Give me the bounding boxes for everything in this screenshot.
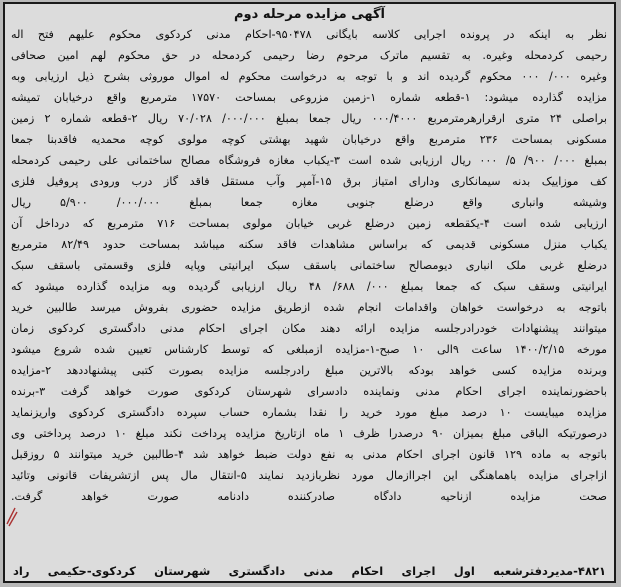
notice-line: ایرانیتی وسقف سبک که جمعا بمبلغ ۰۰۰/ ۶۸۸/ ۴۸ ریال ارزیابی گردیده وبه مزایده گذارده میشود که: [11, 280, 607, 293]
notice-line: وغیره ۰۰۰/ ۰۰۰ محکوم گردیده اند و با توجه به درخواست محکوم له اموال موروثی بشرح ذیل ارزیابی وبه: [11, 70, 607, 83]
notice-body: [5, 24, 614, 507]
notice-line: درضلع غربی ملک انباری دیومصالح ساختمانی باسقف سبک ایرانیتی وپایه فلزی وقسمتی باسقف سبک: [11, 259, 607, 272]
notice-line: صحت مزایده ازناحیه دادگاه صادرکننده دادنامه صورت خواهد گرفت.: [11, 490, 607, 503]
notice-line: بمبلغ ۰۰۰/ ۹۰۰/ ۵/ ۰۰۰ ریال ارزیابی شده است ۳-یکباب مغازه فروشگاه مصالح ساختمانی علی رحیمی کردمحله: [11, 154, 607, 167]
notice-line: وبرنده مزایده کسی خواهد بودکه بالاترین مبلغ رادرجلسه مزایده بصورت کتبی پیشنهاددهد ۲-مزایده: [11, 364, 607, 377]
notice-line: مزایده گذارده میشود: ۱-قطعه شماره ۱-زمین مزروعی بمساحت ۱۷۵۷۰ مترمربع واقع درخیابان تمیشه: [11, 91, 607, 104]
notice-line: باحضورنماینده اجرای احکام مدنی ونماینده دادسرای شهرستان کردکوی صورت خواهد گرفت ۳-برنده: [11, 385, 607, 398]
notice-line: باتوجه به ماده ۱۲۹ قانون اجرای احکام مدنی به نفع دولت ضبط خواهد شد ۴-طالبین خرید میتوانند ۵ روزقبل: [11, 448, 607, 461]
notice-line: مزایده میبایست ۱۰ درصد مبلغ مورد خرید را نقدا بشماره حساب سپرده دادگستری کردکوی واریزنماید: [11, 406, 607, 419]
notice-line: یکباب منزل مسکونی قدیمی که براساس مشاهدات فاقد سکنه میباشد بمساحت حدود ۸۲/۴۹ مترمربع: [11, 238, 607, 251]
newspaper-clipping: [3, 2, 616, 583]
pen-mark-icon: [5, 504, 19, 528]
notice-line: نظر به اینکه در پرونده اجرایی کلاسه بایگانی ۹۵۰۴۷۸-احکام مدنی کردکوی محکوم علیهم فتح اله: [11, 28, 607, 41]
notice-line: میتوانند پیشنهادات خودرادرجلسه مزایده ارائه دهند مکان اجرای احکام مدنی دادگستری کردکوی زمان: [11, 322, 607, 335]
notice-line: باتوجه به درخواست خواهان واقدامات انجام شده ازطریق مزایده حضوری بفروش میرسد طالبین خرید: [11, 301, 607, 314]
notice-line: کف موزاییک بدنه سیمانکاری ودارای امتیاز برق ۱۵-آمپر وآب مستقل فاقد گاز درب ورودی پروفیل فلزی: [11, 175, 607, 188]
notice-line: براصلی ۲۴ متری ارقرارهرمترمربع ۰۰۰/۴۰۰۰ ریال جمعا بمبلغ ۰۰۰/۰۰۰/ ۷۰/۰۲۸ ریال ۲-قطعه شماره ۲ زمین: [11, 112, 607, 125]
notice-signature: ۴۸۲۱-مدیردفترشعبه اول اجرای احکام مدنی دادگستری شهرستان کردکوی-حکیمی راد: [13, 564, 606, 578]
notice-line: درصورتیکه الباقی مبلغ بمیزان ۹۰ درصدرا ظرف ۱ ماه ازتاریخ مزایده پرداخت نکند مبلغ ۱۰ درصد پرداختی وی: [11, 427, 607, 440]
notice-line: ازاجرای مزایده باهماهنگی این اجراازمال مورد نظربازدید نمایند ۵-انتقال مال پس ازتشریفات قانونی وتائید: [11, 469, 607, 482]
notice-line: وشیشه وانباری واقع درضلع جنوبی مغازه جمعا بمبلغ ۰۰۰/۰۰۰/ ۵/۹۰۰ ریال: [11, 196, 607, 209]
notice-line: رحیمی کردمحله وغیره. به تقسیم ماترک مرحوم رضا رحیمی کردمحله در حق محکوم لهم امین صحافی: [11, 49, 607, 62]
notice-line: مورخه ۱۴۰۰/۲/۱۵ ساعت ۹الی ۱۰ صبح-۱-مزایده ازمبلغی که توسط کارشناس تعیین شده شروع میشود: [11, 343, 607, 356]
notice-line: مسکونی بمساحت ۲۳۶ مترمربع واقع درخیابان شهید بهشتی کوچه مولوی کوچه محمدیه فاقدبنا جمعا: [11, 133, 607, 146]
notice-title: آگهی مزایده مرحله دوم: [234, 7, 385, 22]
notice-line: ارزیابی شده است ۴-یکقطعه زمین درضلع غربی خیابان مولوی بمساحت ۷۱۶ مترمربع که درداخل آن: [11, 217, 607, 230]
